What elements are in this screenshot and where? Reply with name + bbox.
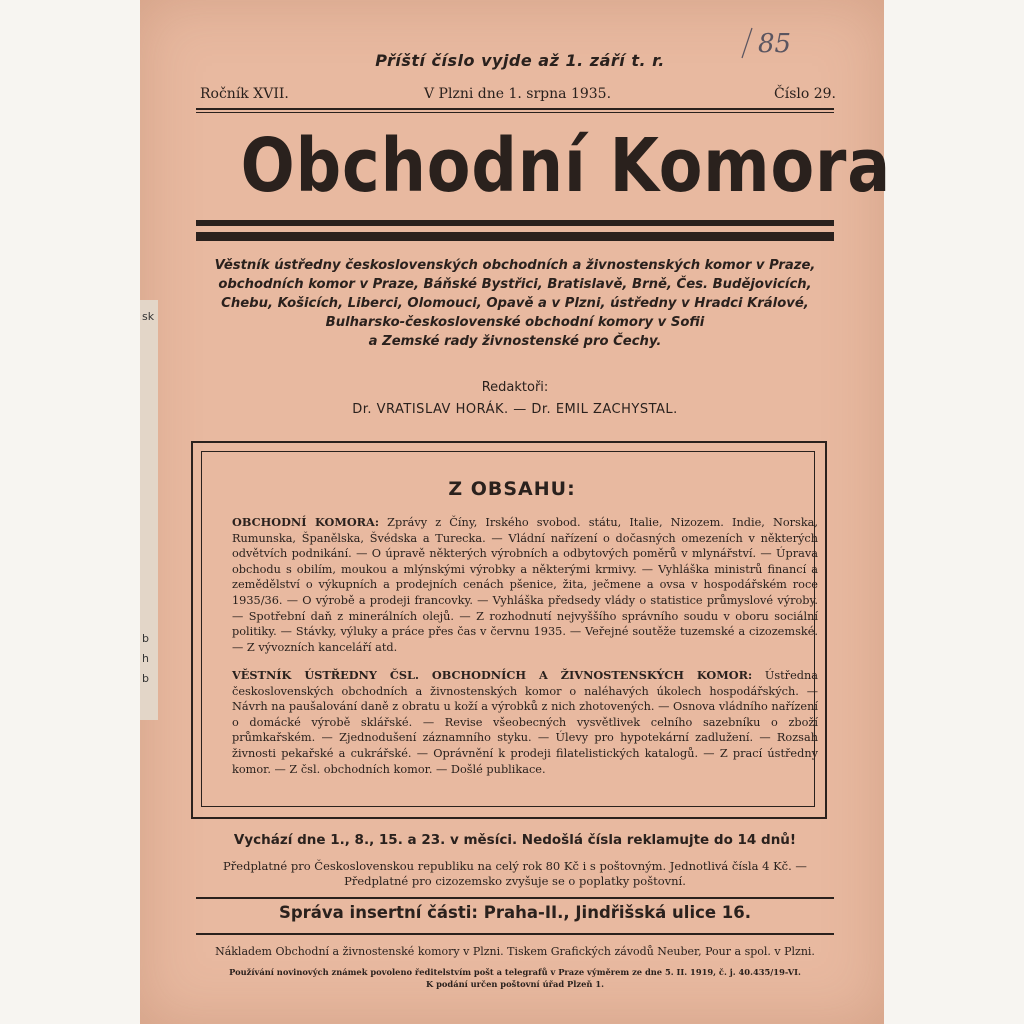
footnote-line: K podání určen poštovní úřad Plzeň 1. [425, 979, 605, 989]
edge-fragment: b [142, 672, 149, 685]
section-heading: VĚSTNÍK ÚSTŘEDNY ČSL. OBCHODNÍCH A ŽIVNOSTENSKÝCH KOMOR: [232, 668, 753, 682]
masthead-title: Obchodní Komora [240, 123, 892, 209]
volume-label: Ročník XVII. [200, 86, 289, 102]
footnote-line: Používání novinových známek povoleno ředitelstvím pošt a telegrafů v Praze výměrem ze dne 5. II. 1919, č. j. 40.435/19-VI. [229, 967, 801, 977]
publisher-line: Nákladem Obchodní a živnostenské komory v Plzni. Tiskem Grafických závodů Neuber, Pour a spol. v Plzni. [215, 945, 815, 958]
section-heading: OBCHODNÍ KOMORA: [232, 515, 379, 529]
postal-footnote [196, 966, 834, 990]
top-rule [196, 108, 834, 110]
next-issue-notice: Příští číslo vyjde až 1. září t. r. [375, 51, 665, 70]
issue-meta-row [200, 86, 840, 106]
masthead-rule-thick [196, 220, 834, 226]
edge-fragment: sk [142, 310, 155, 323]
contents-section-bulletin [232, 668, 818, 777]
edge-fragment: h [142, 652, 149, 665]
editors-names: Dr. VRATISLAV HORÁK. — Dr. EMIL ZACHYSTAL. [352, 402, 678, 417]
subtitle-line: Bulharsko-československé obchodní komory v Sofii [325, 315, 705, 330]
subscription-line: Předplatné pro cizozemsko zvyšuje se o poplatky poštovní. [344, 874, 686, 888]
subtitle-line: Chebu, Košicích, Liberci, Olomouci, Opavě a v Plzni, ústředny v Hradci Králové, [221, 296, 809, 311]
date-label: V Plzni dne 1. srpna 1935. [424, 86, 612, 102]
contents-section-chamber [232, 515, 818, 655]
subtitle-line: obchodních komor v Praze, Báňské Bystřici, Bratislavě, Brně, Čes. Budějovicích, [218, 277, 812, 292]
subtitle [196, 256, 834, 351]
masthead-rule-heavy [196, 232, 834, 241]
subtitle-line: Věstník ústředny československých obchodních a živnostenských komor v Praze, [214, 258, 816, 273]
subscription-info [196, 859, 834, 889]
subscription-line: Předplatné pro Československou republiku na celý rok 80 Kč i s poštovným. Jednotlivá čísla 4 Kč. — [223, 859, 807, 873]
subtitle-line: a Zemské rady živnostenské pro Čechy. [368, 334, 662, 349]
issue-number: Číslo 29. [774, 86, 836, 102]
ad-rule-bottom [196, 933, 834, 935]
ad-rule-top [196, 897, 834, 899]
publication-schedule: Vychází dne 1., 8., 15. a 23. v měsíci. Nedošlá čísla reklamujte do 14 dnů! [233, 832, 797, 848]
section-text: Zprávy z Číny, Irského svobod. státu, Italie, Nizozem. Indie, Norska, Rumunska, Španělska, Švédska a Turecka. — Vládní nařízení o dočasných omezeních v některých odvětvích podnikání. — O úpravě některých výrobních a odbytových poměrů v mlynářství. — Úprava obchodu s obilím, moukou a mlýnskými výrobky a některými krmivy. — Vyhláška ministrů financí a zemědělství o výkupních a prodejních cenách pšenice, žita, ječmene a ovsa v hospodářském roce 1935/36. — O výrobě a prodeji francovky. — Vyhláška předsedy vlády o statistice průmyslové výroby. — Spotřební daň z minerálních olejů. — Z rozhodnutí nejvyššího správního soudu v oboru sociální politiky. — Stávky, výluky a práce přes čas v červnu 1935. — Veřejné soutěže tuzemské a cizozemské. — Z vývozních kanceláří atd. [232, 516, 819, 654]
torn-edge-strip [140, 300, 158, 720]
section-text: Ústředna československých obchodních a živnostenských komor o naléhavých úkolech hospodářských. — Návrh na paušalování daně z obratu u koží a výrobků z nich zhotovených. — Osnova vládního nařízení o domácké výrobě sklářské. — Revise všeobecných vysvětlivek celního sazebníku o zboží průmkařském. — Zjednodušení záznamního styku. — Úlevy pro hypotekární zadlužení. — Rozsah živnosti pekařské a cukrářské. — Oprávnění k prodeji filatelistických katalogů. — Z prací ústředny komor. — Z čsl. obchodních komor. — Došlé publikace. [232, 669, 819, 776]
contents-title: Z OBSAHU: [448, 478, 576, 500]
handwritten-number: 85 [758, 29, 792, 59]
editors-label: Redaktoři: [481, 380, 549, 395]
edge-fragment: b [142, 632, 149, 645]
advertising-office: Správa insertní části: Praha-II., Jindřišská ulice 16. [278, 903, 752, 922]
